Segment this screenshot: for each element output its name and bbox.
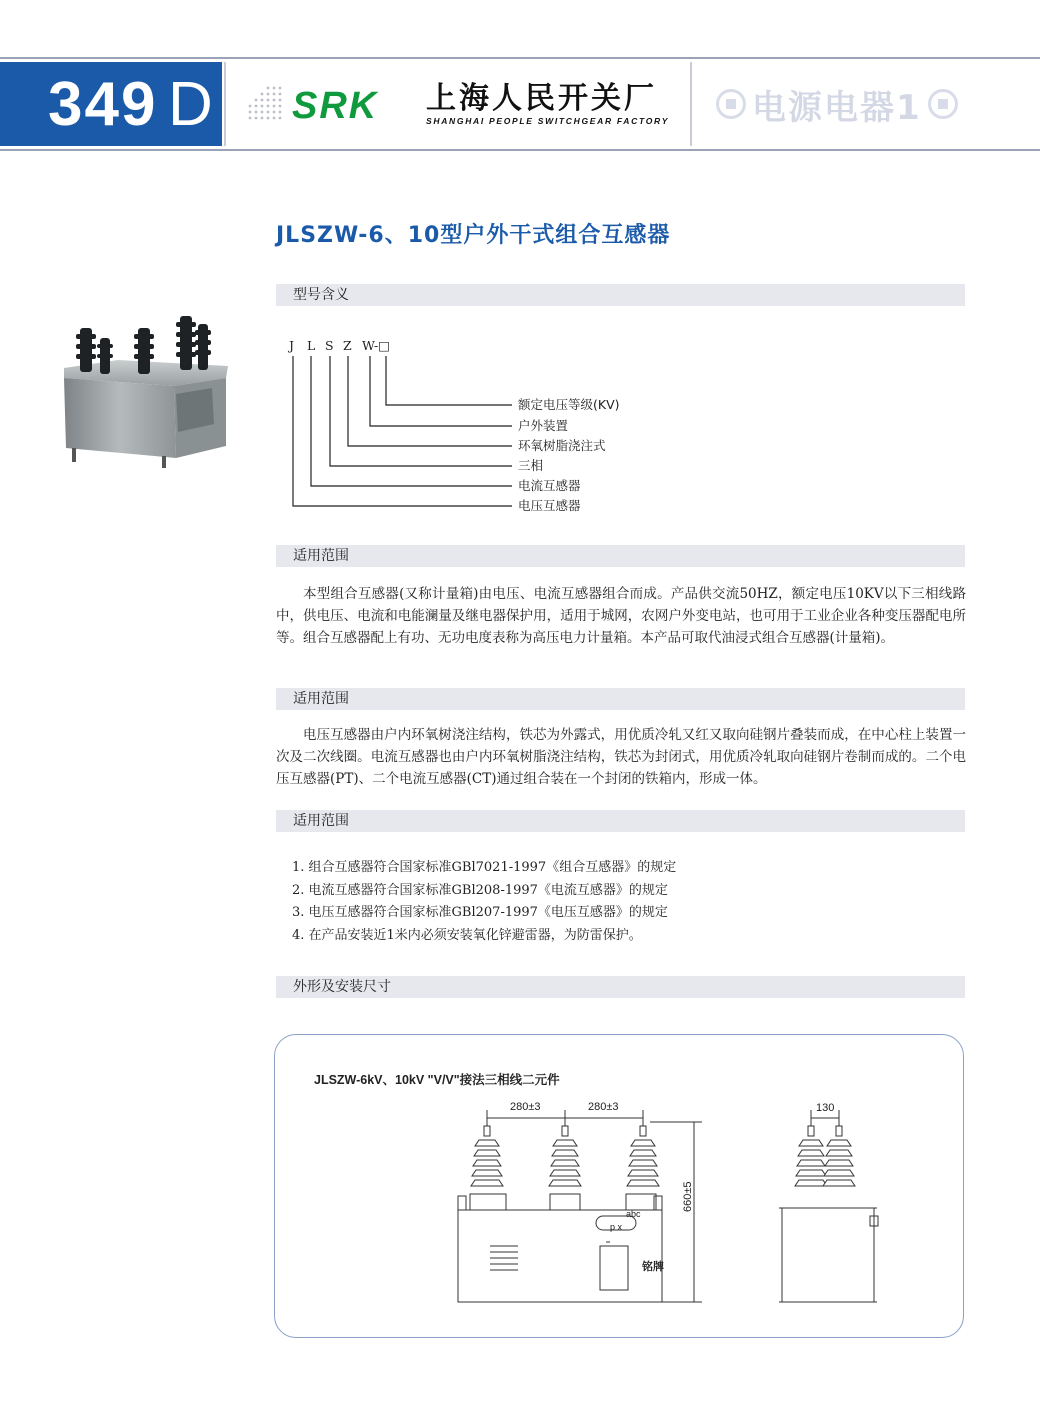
model-letter: W-□ <box>362 338 390 353</box>
list-item: 1. 组合互感器符合国家标准GBl7021-1997《组合互感器》的规定 <box>292 860 677 875</box>
list-item: 2. 电流互感器符合国家标准GBl208-1997《电流互感器》的规定 <box>292 882 668 898</box>
standards-list <box>292 857 676 947</box>
logo-dots-icon <box>246 84 286 124</box>
header-top-rule <box>0 57 1040 59</box>
model-letter: L <box>307 338 316 353</box>
section-heading: 适用范围 <box>293 548 349 564</box>
list-item: 4. 在产品安装近1米内必须安装氧化锌避雷器，为防雷保护。 <box>292 927 642 943</box>
section-bar-standards <box>276 810 965 832</box>
company-name-en: SHANGHAI PEOPLE SWITCHGEAR FACTORY <box>426 116 670 126</box>
header-bottom-rule <box>0 149 1040 151</box>
list-item: 3. 电压互感器符合国家标准GBl207-1997《电压互感器》的规定 <box>292 905 668 920</box>
model-code-diagram <box>286 334 666 518</box>
model-desc: 电流互感器 <box>518 478 581 493</box>
section-bar-model-meaning <box>276 284 965 306</box>
page-suffix: D <box>168 70 213 139</box>
terminal-label: abc <box>626 1209 641 1219</box>
square-circle-icon <box>716 89 746 119</box>
square-circle-icon <box>928 89 958 119</box>
section-name: 电源电器1 <box>752 87 922 128</box>
structure-paragraph: 电压互感器由户内环氧树浇注结构，铁芯为外露式，用优质冷轧又红又取向硅钢片叠装而成，在中心柱上装置一次及二次线圈。电流互感器也由户内环氧树脂浇注结构，铁芯为封闭式，用优质冷轧取向硅钢片卷制而成的。二个电压互感器(PT)、二个电流互感器(CT)通过组合装在一个封闭的铁箱内，形成一体。 <box>276 727 966 787</box>
header-divider-right <box>690 62 692 146</box>
section-heading: 适用范围 <box>293 813 349 829</box>
dimension-label: 660±5 <box>682 1181 694 1212</box>
section-bar-structure <box>276 688 965 710</box>
section-bar-dimensions <box>276 976 965 998</box>
dimension-label: 280±3 <box>588 1101 619 1113</box>
section-heading: 适用范围 <box>293 691 349 707</box>
model-desc: 户外装置 <box>518 418 569 433</box>
model-desc: 电压互感器 <box>518 498 581 513</box>
model-desc: 三相 <box>518 458 544 473</box>
section-bar-scope <box>276 545 965 567</box>
header-divider-left <box>224 62 226 146</box>
terminal-label: p x <box>610 1222 623 1232</box>
dimension-label: 130 <box>816 1102 835 1114</box>
product-photo <box>58 308 234 472</box>
section-heading: 外形及安装尺寸 <box>293 979 391 995</box>
dimension-drawing <box>440 1096 910 1318</box>
section-heading: 型号含义 <box>293 287 349 303</box>
model-desc: 环氧树脂浇注式 <box>518 438 606 453</box>
model-leader-lines <box>286 334 666 518</box>
model-letter: Z <box>343 338 352 353</box>
page-number: 349 <box>48 70 158 139</box>
brand-logo: SRK <box>292 85 379 127</box>
model-letter: J <box>289 338 295 353</box>
dimension-label: 280±3 <box>510 1101 541 1113</box>
model-desc: 额定电压等级(KV) <box>518 397 620 412</box>
section-tag <box>716 78 958 130</box>
nameplate-label: 铭牌 <box>642 1261 664 1273</box>
scope-paragraph: 本型组合互感器(又称计量箱)由电压、电流互感器组合而成。产品供交流50HZ，额定电压10KV以下三相线路中，供电压、电流和电能澜量及继电器保护用，适用于城网，农网户外变电站，也可用于工业企业各种变压器配电所等。组合互感器配上有功、无功电度表称为高压电力计量箱。本产品可取代油浸式组合互感器(计量箱)。 <box>276 586 966 646</box>
drawing-caption: JLSZW-6kV、10kV "V/V"接法三相线二元件 <box>314 1073 560 1087</box>
company-name-cn: 上海人民开关厂 <box>426 81 657 116</box>
model-letter: S <box>325 338 334 353</box>
product-title: JLSZW-6、10型户外干式组合互感器 <box>276 223 671 248</box>
